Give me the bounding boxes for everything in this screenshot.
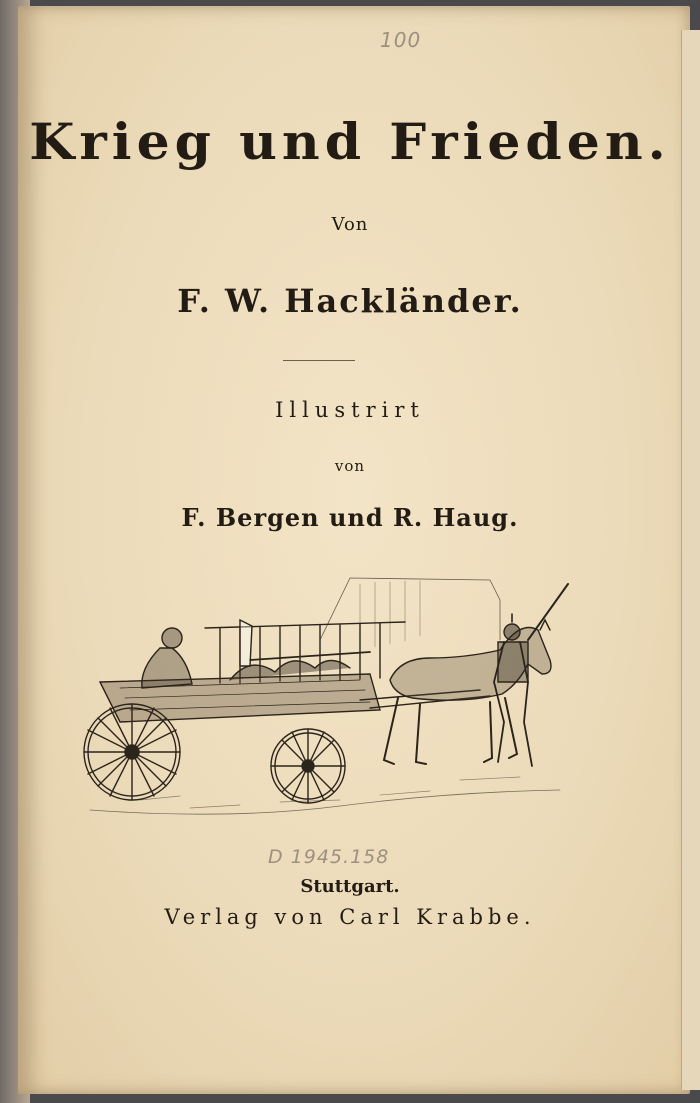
publication-city: Stuttgart. <box>300 876 400 897</box>
by-line: Von <box>331 214 369 235</box>
illustrated-by-line: von <box>334 457 366 475</box>
illustrated-label: Illustrirt <box>275 398 425 422</box>
publisher-line: Verlag von Carl Krabbe. <box>164 905 536 929</box>
wagon-illustration <box>80 570 570 830</box>
illustrator-names: F. Bergen und R. Haug. <box>181 503 519 532</box>
adjacent-page-edge <box>681 30 700 1090</box>
pencil-note-catalog: D 1945.158 <box>268 846 390 868</box>
book-title: Krieg und Frieden. <box>29 113 671 172</box>
divider <box>283 360 355 361</box>
pencil-note-top: 100 <box>380 28 422 52</box>
author-name: F. W. Hackländer. <box>177 282 523 320</box>
